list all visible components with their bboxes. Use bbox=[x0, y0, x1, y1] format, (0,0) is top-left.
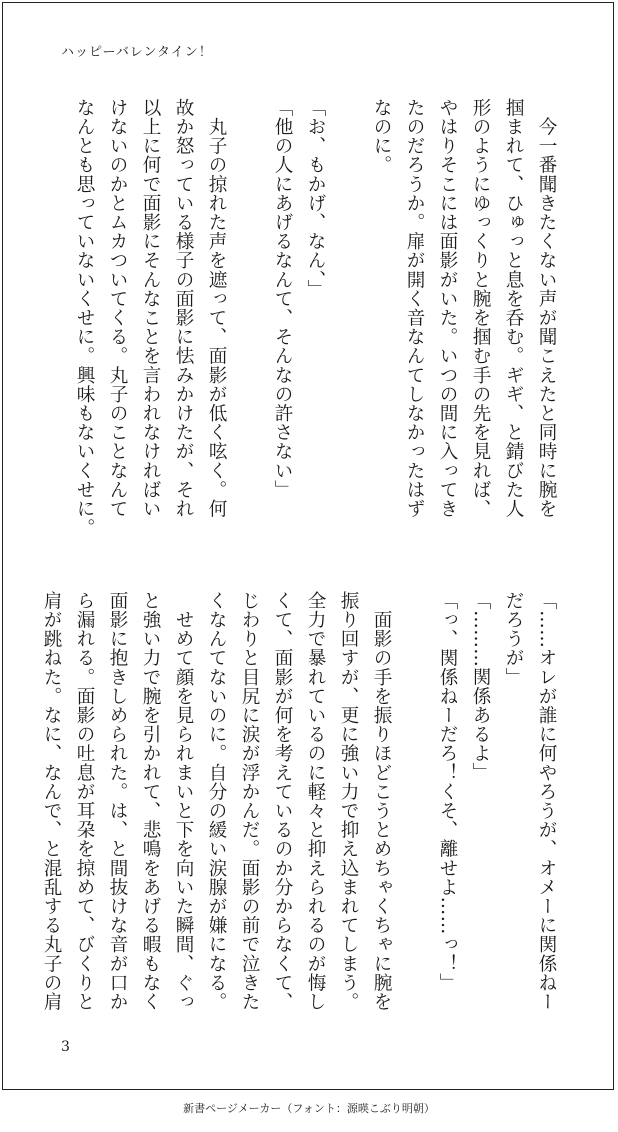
text-line: 「……オレが誰に何やろうが、オメーに関係ねー bbox=[536, 591, 557, 1012]
text-line: 面影の手を振りほどこうとめちゃくちゃに腕を bbox=[371, 591, 392, 1012]
text-line: なのに。 bbox=[371, 98, 392, 175]
text-line: 肩が跳ねた。なに、なんで、と混乱する丸子の肩 bbox=[41, 591, 62, 1012]
text-line: と強い力で腕を引かれて、悲鳴をあげる暇もなく bbox=[140, 591, 161, 1012]
vertical-text-block-top bbox=[68, 98, 563, 538]
text-line: 全力で暴れているのに軽々と抑えられるのが悔し bbox=[305, 591, 326, 1012]
running-title: ハッピーバレンタイン！ bbox=[61, 45, 213, 60]
text-line bbox=[233, 98, 266, 538]
text-line: ら漏れる。面影の吐息が耳朶を掠めて、びくりと bbox=[74, 591, 95, 1012]
text-line: くなんてないのに。自分の緩い涙腺が嫌になる。 bbox=[206, 591, 227, 1012]
text-line: 今一番聞きたくない声が聞こえたと同時に腕を bbox=[536, 98, 557, 519]
vertical-text-block-bottom bbox=[35, 591, 563, 1011]
text-line: なんとも思っていないくせに。興味もないくせに。 bbox=[74, 98, 95, 538]
page-number: 3 bbox=[61, 1039, 70, 1055]
text-line: じわりと目尻に涙が浮かんだ。面影の前で泣きた bbox=[239, 591, 260, 1012]
text-line: 「お、もかげ、なん、」 bbox=[305, 98, 326, 299]
text-line: 掴まれて、ひゅっと息を呑む。ギギ、と錆びた人 bbox=[503, 98, 524, 519]
book-page bbox=[2, 2, 614, 1090]
text-line: 以上に何で面影にそんなことを言われなければい bbox=[140, 98, 161, 519]
footer-credit: 新書ページメーカー（フォント：源暎こぶり明朝） bbox=[183, 1102, 435, 1115]
text-line bbox=[332, 98, 365, 538]
text-line: 面影に抱きしめられた。は、と間抜けな音が口か bbox=[107, 591, 128, 1012]
text-line: けないのかとムカついてくる。丸子のことなんて bbox=[107, 98, 128, 519]
text-line: 丸子の掠れた声を遮って、面影が低く呟く。何 bbox=[206, 98, 227, 519]
text-line: たのだろうか。扉が開く音なんてしなかったはず bbox=[404, 98, 425, 519]
text-line: 振り回すが、更に強い力で抑え込まれてしまう。 bbox=[338, 591, 359, 1012]
text-line: 形のようにゆっくりと腕を掴む手の先を見れば、 bbox=[470, 98, 491, 519]
text-line: せめて顔を見られまいと下を向いた瞬間、ぐっ bbox=[173, 591, 194, 1012]
text-line: 「………関係あるよ」 bbox=[470, 591, 491, 782]
text-line: だろうが」 bbox=[503, 591, 524, 687]
text-line: 「っ、関係ねーだろ！くそ、離せよ……っ！」 bbox=[437, 591, 458, 993]
text-line: やはりそこには面影がいた。いつの間に入ってき bbox=[437, 98, 458, 519]
text-line: くて、面影が何を考えているのか分からなくて、 bbox=[272, 591, 293, 1012]
text-line: 故か怒っている様子の面影に怯みかけたが、それ bbox=[173, 98, 194, 519]
text-line: 「他の人にあげるなんて、そんなの許さない」 bbox=[272, 98, 293, 500]
text-line bbox=[398, 591, 431, 1011]
